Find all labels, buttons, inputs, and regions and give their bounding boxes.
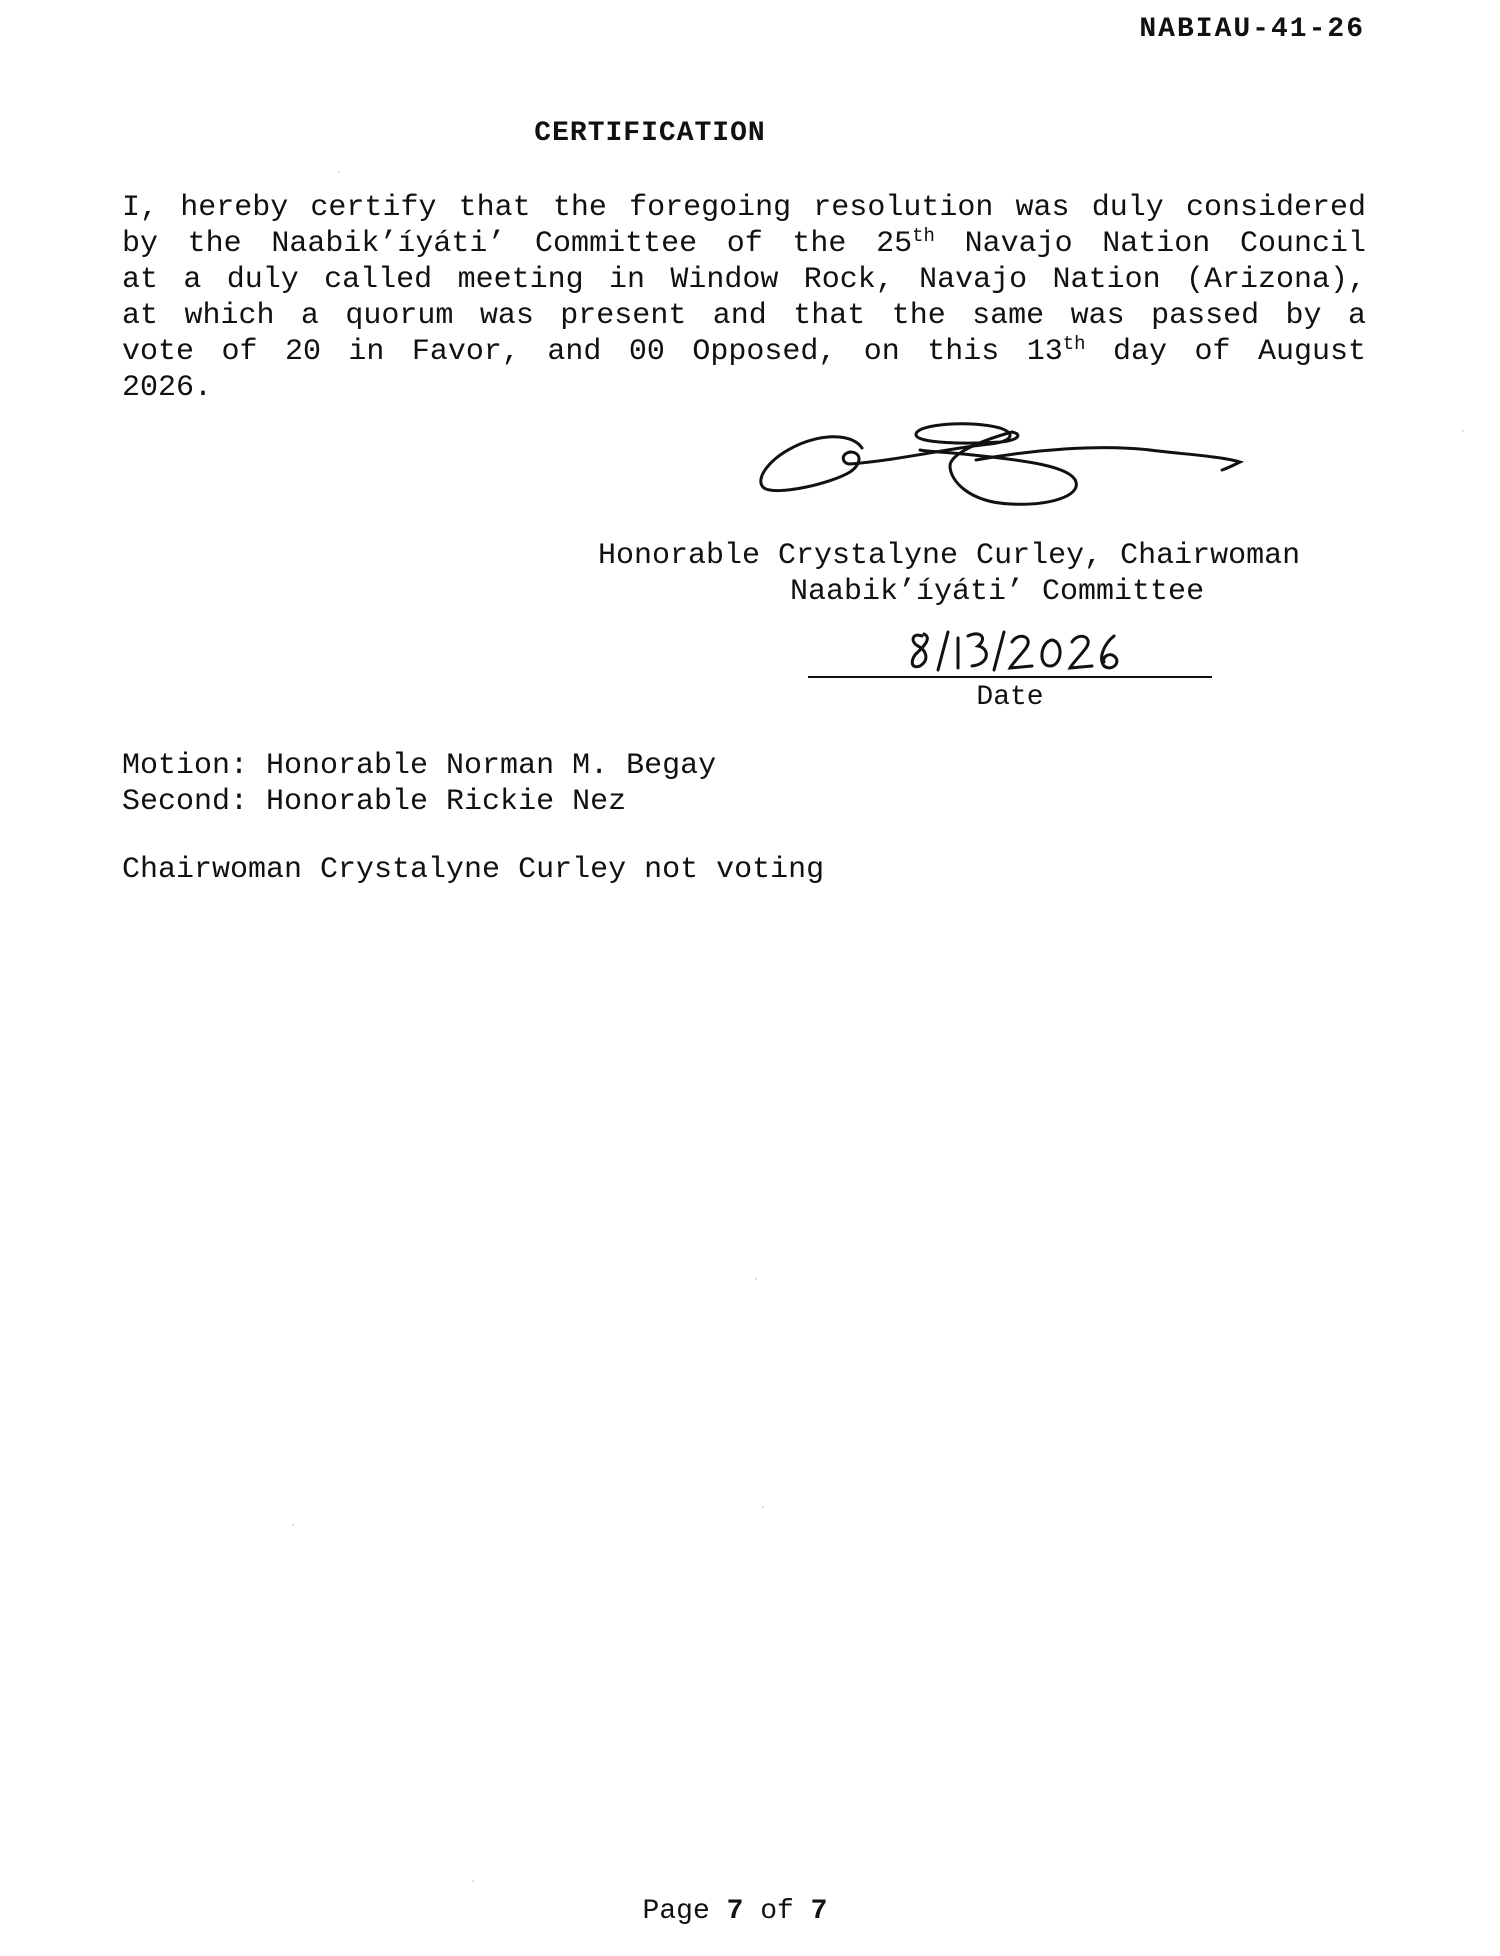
footer-page-number: 7 (726, 1896, 744, 1927)
scan-speck (1462, 430, 1464, 432)
certification-line: at which a quorum was present and that the same was passed by a (122, 299, 1366, 333)
footer-page-total: 7 (810, 1896, 828, 1927)
footer-page-label: Page (642, 1896, 710, 1927)
certification-line: vote of 20 in Favor, and 00 Opposed, on this 13th day of August (122, 333, 1367, 369)
scan-speck (472, 1880, 474, 1882)
not-voting-note: Chairwoman Crystalyne Curley not voting (122, 853, 825, 887)
footer-of-label: of (760, 1896, 794, 1927)
certification-line: I, hereby certify that the foregoing resolution was duly considered (122, 191, 1366, 225)
handwritten-signature (750, 408, 1250, 518)
certification-line: 2026. (122, 371, 213, 405)
signer-committee: Naabik’íyáti’ Committee (790, 575, 1205, 609)
certification-text (122, 190, 1366, 406)
certification-line: by the Naabik’íyáti’ Committee of the 25th Navajo Nation Council (122, 225, 1366, 261)
scan-speck (338, 171, 340, 173)
date-label: Date (976, 682, 1044, 713)
signer-block (598, 538, 1358, 610)
scan-speck (755, 1278, 757, 1280)
motion-block (122, 748, 716, 820)
certification-heading: CERTIFICATION (534, 118, 766, 149)
signer-name: Honorable Crystalyne Curley, Chairwoman (598, 539, 1301, 573)
handwritten-date (908, 628, 1128, 674)
scan-speck (762, 1506, 764, 1508)
motion-line: Motion: Honorable Norman M. Begay (122, 749, 717, 783)
page-footer (0, 1896, 1500, 1927)
scan-speck (292, 1524, 294, 1526)
date-signature-line (808, 676, 1212, 678)
second-line: Second: Honorable Rickie Nez (122, 785, 627, 819)
document-id: NABIAU-41-26 (1139, 14, 1365, 45)
certification-line: at a duly called meeting in Window Rock, Navajo Nation (Arizona), (122, 263, 1366, 297)
